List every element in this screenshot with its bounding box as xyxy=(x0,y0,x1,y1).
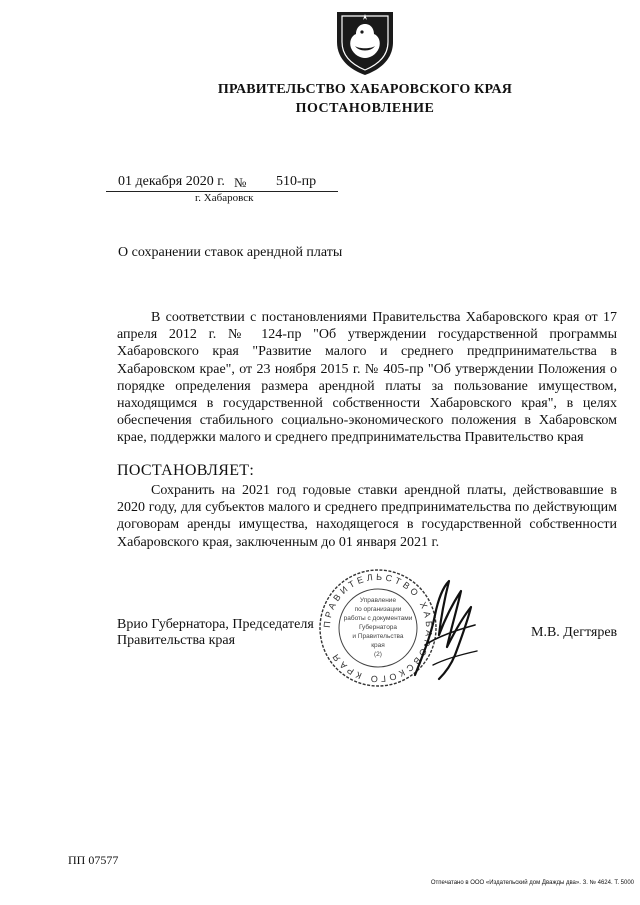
body-paragraph-2: Сохранить на 2021 год годовые ставки арендной платы, действовавшие в 2020 году, для субъектов малого и среднего предпринимательства по действующим договорам аренды имущества, находящегося в государственной собственности Хабаровского края, заключенным до 01 января 2021 г. xyxy=(117,483,617,550)
seal-line: (2) xyxy=(374,651,382,658)
seal-ring-text: ПРАВИТЕЛЬСТВО ХАБАРОВСКОГО КРАЯ xyxy=(321,571,435,685)
resolves-heading: ПОСТАНОВЛЯЕТ: xyxy=(117,462,255,479)
document-code: ПП 07577 xyxy=(68,853,119,867)
document-date: 01 декабря 2020 г. xyxy=(118,174,225,189)
document-city: г. Хабаровск xyxy=(195,192,254,204)
coat-of-arms-emblem xyxy=(329,6,401,78)
body-paragraph-1: В соответствии с постановлениями Правительства Хабаровского края от 17 апреля 2012 г. № 124-пр "Об утверждении государственной программы Хабаровского края "Развитие малого и среднего предпринимательства в Хабаровском крае", от 23 ноября 2015 г. № 405-пр "Об утверждении Положения о порядке определения размера арендной платы за пользование имуществом, находящимся в государственной собственности Хабаровского края", в целях обеспечения стабильного социально-экономического положения в Хабаровском крае, поддержки малого и среднего предпринимательства Правительство края xyxy=(117,310,617,446)
seal-line: края xyxy=(371,642,385,649)
signatory-title-line-2: Правительства края xyxy=(117,633,236,648)
seal-line: и Правительства xyxy=(352,633,404,640)
signatory-title-line-1: Врио Губернатора, Председателя xyxy=(117,617,314,632)
handwritten-signature xyxy=(405,575,485,685)
seal-line: по организации xyxy=(354,606,402,613)
seal-line: работы с документами xyxy=(343,615,413,622)
signatory-title xyxy=(117,617,314,649)
number-sign: № xyxy=(234,175,247,190)
seal-line: Губернатора xyxy=(358,624,398,631)
org-title: ПРАВИТЕЛЬСТВО ХАБАРОВСКОГО КРАЯ xyxy=(217,82,513,97)
seal-line: Управление xyxy=(359,597,397,604)
document-subject: О сохранении ставок арендной платы xyxy=(118,245,343,260)
document-number: 510-пр xyxy=(276,174,317,189)
printer-imprint: Отпечатано в ООО «Издательский дом Дважды два». З. № 4624. Т. 5000 xyxy=(430,880,634,886)
document-type: ПОСТАНОВЛЕНИЕ xyxy=(295,101,435,116)
signatory-name: М.В. Дегтярев xyxy=(531,625,618,640)
